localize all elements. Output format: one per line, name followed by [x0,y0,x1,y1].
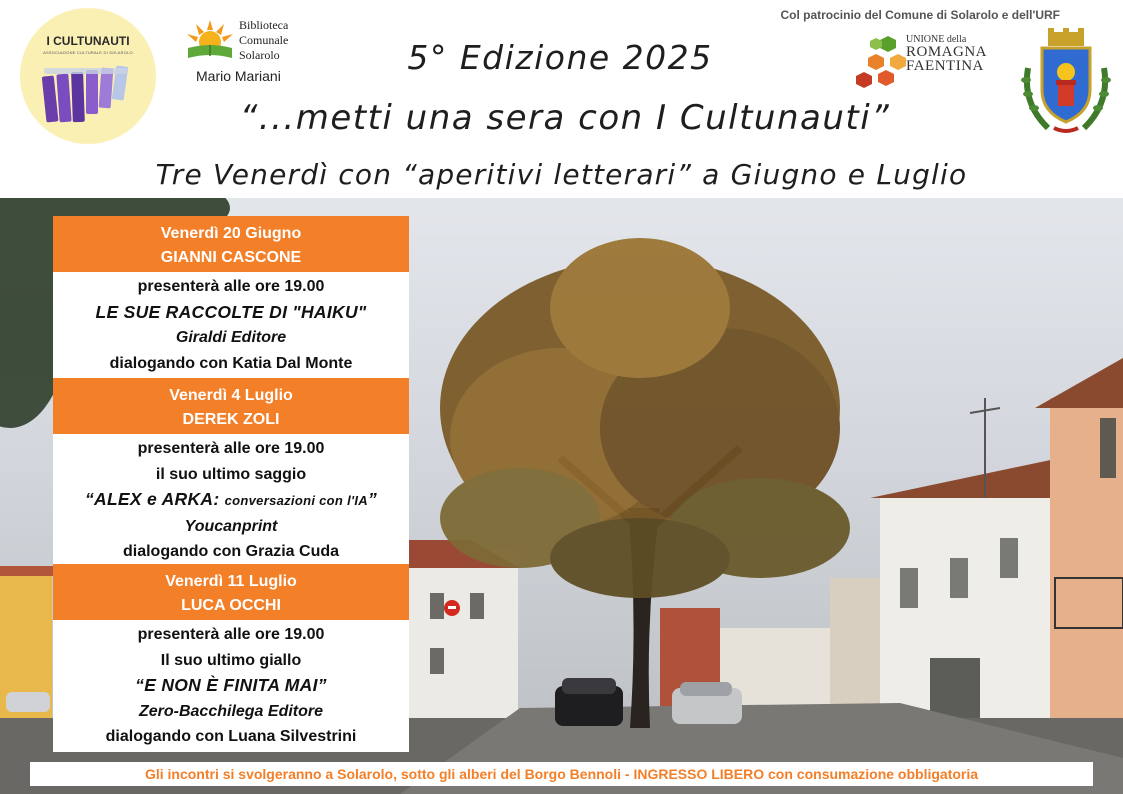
hexagons-icon [850,34,906,94]
event-tagline: “...metti una sera con I Cultunauti” [239,98,891,138]
event-card-3 [53,564,409,752]
biblioteca-line-3: Solarolo [239,48,280,62]
event-2-book-title-sub: conversazioni con l'IA [224,493,368,508]
unione-small-label: UNIONE della [906,34,967,45]
venue-footer: Gli incontri si svolgeranno a Solarolo, sotto gli alberi del Borgo Bennoli - INGRESSO LIBERO con consumazione obbligatoria [30,762,1093,786]
unione-line-2: FAENTINA [906,58,984,74]
biblioteca-name: Mario Mariani [196,68,281,84]
event-2-author: DEREK ZOLI [182,411,280,428]
event-card-2 [53,378,409,567]
sun-book-icon [184,18,236,62]
event-card-1 [53,216,409,378]
municipal-crest-icon [1018,28,1114,138]
event-2-dialogue: dialogando con Grazia Cuda [122,543,340,560]
event-2-intro: presenterà alle ore 19.00 [137,440,325,457]
cultunauti-logo-subtitle: ASSOCIAZIONE CULTURALE DI SOLAROLO [43,50,133,55]
event-1-author: GIANNI CASCONE [160,249,302,266]
books-icon [40,58,136,128]
event-2-publisher: Youcanprint [184,517,278,535]
event-3-dialogue: dialogando con Luana Silvestrini [105,728,357,745]
event-3-description: Il suo ultimo giallo [160,651,302,669]
event-2-book-title-end: ” [367,489,378,509]
event-3-date: Venerdì 11 Luglio [165,573,297,590]
unione-line-1: ROMAGNA [906,44,988,60]
event-2-book-title-main: “ALEX e ARKA: [84,489,220,509]
poster-header [0,0,1123,198]
biblioteca-line-2: Comunale [239,33,289,47]
event-1-dialogue: dialogando con Katia Dal Monte [109,354,353,372]
event-3-body [53,620,409,752]
event-1-book-title: LE SUE RACCOLTE DI "HAIKU" [95,301,367,322]
patronage-note: Col patrocinio del Comune di Solarolo e dell'URF [780,8,1060,22]
cultunauti-logo-title: I CULTUNAUTI [46,34,130,48]
event-3-header [53,564,409,620]
event-2-body [53,434,409,567]
event-1-publisher: Giraldi Editore [175,329,287,346]
unione-romagna-faentina-logo [850,34,1010,94]
event-2-description: il suo ultimo saggio [155,465,307,483]
event-subtitle: Tre Venerdì con “aperitivi letterari” a Giugno e Luglio [155,158,968,191]
biblioteca-line-1: Biblioteca [239,18,289,32]
event-1-body [53,272,409,378]
event-1-date: Venerdì 20 Giugno [160,225,302,242]
biblioteca-logo [182,14,312,94]
event-1-header [53,216,409,272]
event-2-header [53,378,409,434]
event-3-author: LUCA OCCHI [181,597,281,614]
event-3-intro: presenterà alle ore 19.00 [137,626,325,643]
event-1-intro: presenterà alle ore 19.00 [137,278,325,295]
edition-title: 5° Edizione 2025 [407,38,713,77]
event-2-book-title [53,487,409,514]
event-3-book-title: “E NON È FINITA MAI” [135,675,327,695]
event-3-publisher: Zero-Bacchilega Editore [138,702,324,720]
cultunauti-logo [20,8,156,144]
event-2-date: Venerdì 4 Luglio [169,387,293,404]
